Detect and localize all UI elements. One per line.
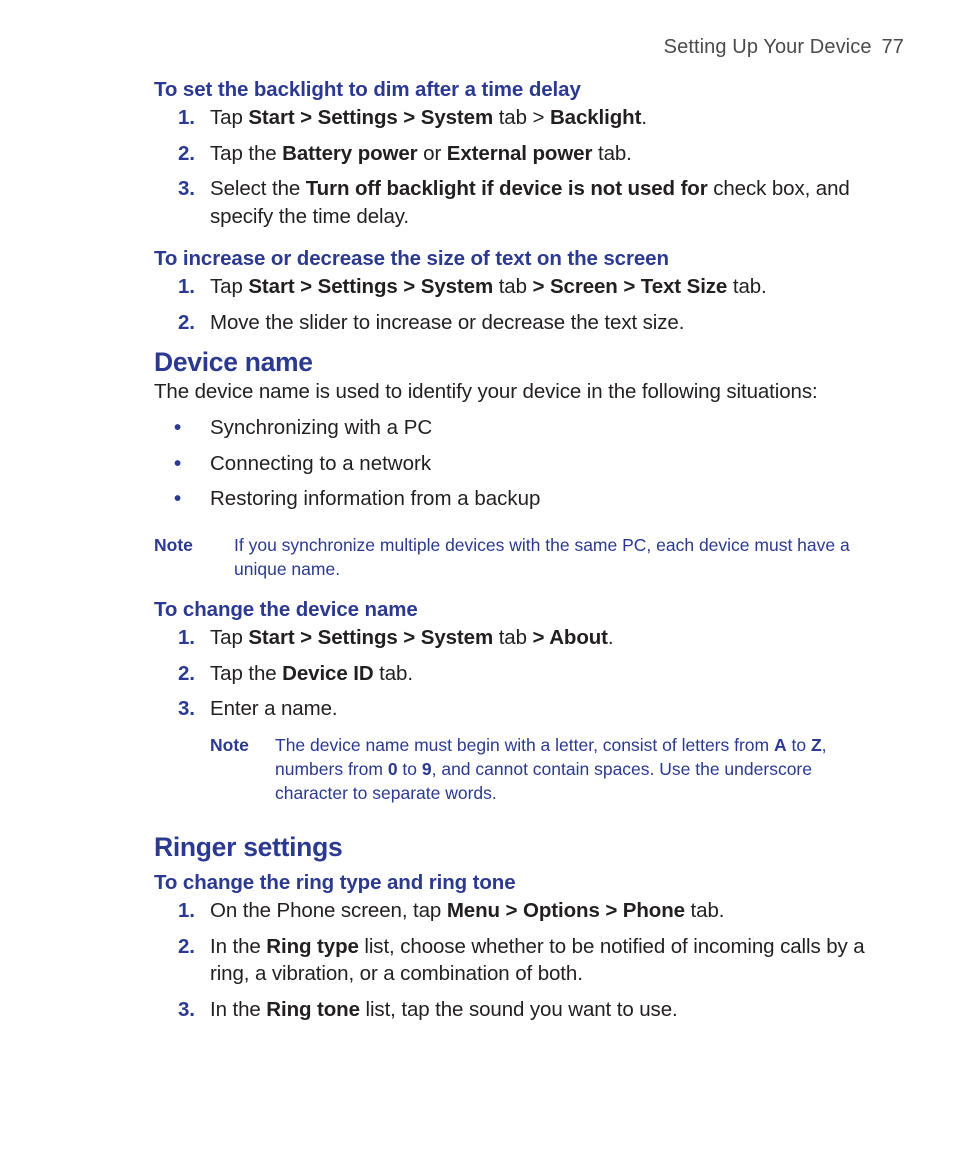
note-label: Note bbox=[210, 734, 249, 755]
step-bold: Battery power bbox=[282, 141, 418, 165]
step-text: tab > bbox=[493, 106, 550, 129]
note-unique-name bbox=[154, 533, 884, 581]
step-bold: > Screen > Text Size bbox=[532, 275, 728, 298]
section-backlight bbox=[154, 77, 884, 230]
note-label: Note bbox=[154, 534, 193, 555]
bullet-text: Restoring information from a backup bbox=[210, 487, 541, 510]
step-bold: > About bbox=[532, 626, 608, 649]
heading-ringer-settings: Ringer settings bbox=[154, 832, 343, 862]
section-device-name bbox=[154, 346, 884, 581]
page-header bbox=[664, 36, 904, 59]
step-item bbox=[154, 695, 884, 723]
step-item bbox=[154, 897, 884, 925]
step-number: 2. bbox=[178, 141, 195, 165]
step-bold: Start > Settings > System bbox=[248, 626, 494, 649]
step-bold: Start > Settings > System bbox=[248, 275, 494, 298]
intro-paragraph: The device name is used to identify your device in the following situations: bbox=[154, 380, 818, 403]
step-bold: Start > Settings > System bbox=[248, 106, 494, 129]
subheading-backlight: To set the backlight to dim after a time delay bbox=[154, 78, 581, 101]
step-bold: Backlight bbox=[549, 106, 642, 129]
list-item bbox=[154, 414, 884, 442]
step-text: On the Phone screen, tap bbox=[210, 899, 447, 922]
step-text: Tap bbox=[210, 106, 249, 129]
step-bold: External power bbox=[446, 141, 593, 165]
step-text: Select the bbox=[210, 177, 306, 200]
step-number: 2. bbox=[178, 934, 195, 958]
bullet-icon: • bbox=[174, 487, 182, 510]
list-item bbox=[154, 450, 884, 478]
note-name-rules bbox=[210, 733, 884, 805]
step-number: 3. bbox=[178, 997, 195, 1021]
section-text-size bbox=[154, 246, 884, 336]
step-text: Enter a name. bbox=[210, 697, 338, 720]
subheading-ring-type: To change the ring type and ring tone bbox=[154, 871, 516, 894]
step-number: 2. bbox=[178, 661, 195, 685]
step-text: list, choose whether to be notified of incoming calls by a ring, a vibration, or a combination of both. bbox=[210, 934, 865, 985]
step-bold: Turn off backlight if device is not used for bbox=[305, 177, 708, 200]
step-text: . bbox=[607, 626, 614, 649]
step-text: tab. bbox=[592, 141, 632, 165]
step-bold: Ring tone bbox=[266, 997, 360, 1021]
bullet-icon: • bbox=[174, 451, 182, 475]
bullet-text: Synchronizing with a PC bbox=[210, 416, 433, 439]
step-number: 1. bbox=[178, 626, 195, 649]
step-text: Tap the bbox=[210, 141, 283, 165]
note-text: The device name must begin with a letter, consist of letters from A to Z, numbers from 0 to 9, and cannot contain spaces. Use the underscore character to separate words. bbox=[275, 734, 827, 803]
step-text: In the bbox=[210, 934, 267, 958]
heading-device-name: Device name bbox=[154, 347, 313, 377]
step-text: check box, and specify the time delay. bbox=[210, 177, 850, 228]
list-item bbox=[154, 485, 884, 513]
step-item bbox=[154, 104, 884, 132]
step-number: 1. bbox=[178, 899, 195, 922]
step-item bbox=[154, 660, 884, 688]
header-title: Setting Up Your Device bbox=[663, 36, 872, 58]
step-text: Tap bbox=[210, 275, 249, 298]
step-bold: Device ID bbox=[282, 661, 374, 685]
step-text: tab. bbox=[727, 275, 767, 298]
page-number: 77 bbox=[881, 36, 904, 58]
step-item bbox=[154, 309, 884, 337]
step-bold: Menu > Options > Phone bbox=[446, 899, 685, 922]
step-number: 2. bbox=[178, 310, 195, 334]
subheading-change-device-name: To change the device name bbox=[154, 598, 418, 621]
step-text: Tap the bbox=[210, 661, 283, 685]
step-text: tab. bbox=[373, 661, 413, 685]
step-text: list, tap the sound you want to use. bbox=[359, 997, 678, 1021]
step-number: 3. bbox=[178, 177, 195, 200]
section-change-device-name bbox=[154, 597, 884, 805]
bullet-text: Connecting to a network bbox=[210, 451, 432, 475]
step-item bbox=[154, 175, 884, 230]
step-item bbox=[154, 273, 884, 301]
step-number: 3. bbox=[178, 697, 195, 720]
step-text: . bbox=[641, 106, 647, 129]
step-item bbox=[154, 140, 884, 168]
step-text: or bbox=[417, 141, 447, 165]
section-ringer-settings bbox=[154, 831, 884, 1023]
step-text: Tap bbox=[210, 626, 249, 649]
step-item bbox=[154, 996, 884, 1024]
bullet-icon: • bbox=[174, 416, 182, 439]
step-text: tab. bbox=[684, 899, 725, 922]
step-text: tab bbox=[493, 626, 533, 649]
step-text: tab bbox=[493, 275, 533, 298]
step-bold: Ring type bbox=[266, 934, 359, 958]
note-text: If you synchronize multiple devices with the same PC, each device must have a unique name. bbox=[234, 534, 850, 579]
step-item bbox=[154, 933, 884, 988]
step-item bbox=[154, 624, 884, 652]
subheading-text-size: To increase or decrease the size of text on the screen bbox=[154, 247, 669, 270]
step-number: 1. bbox=[178, 106, 195, 129]
step-number: 1. bbox=[178, 275, 195, 298]
step-text: Move the slider to increase or decrease the text size. bbox=[210, 310, 685, 334]
step-text: In the bbox=[210, 997, 267, 1021]
